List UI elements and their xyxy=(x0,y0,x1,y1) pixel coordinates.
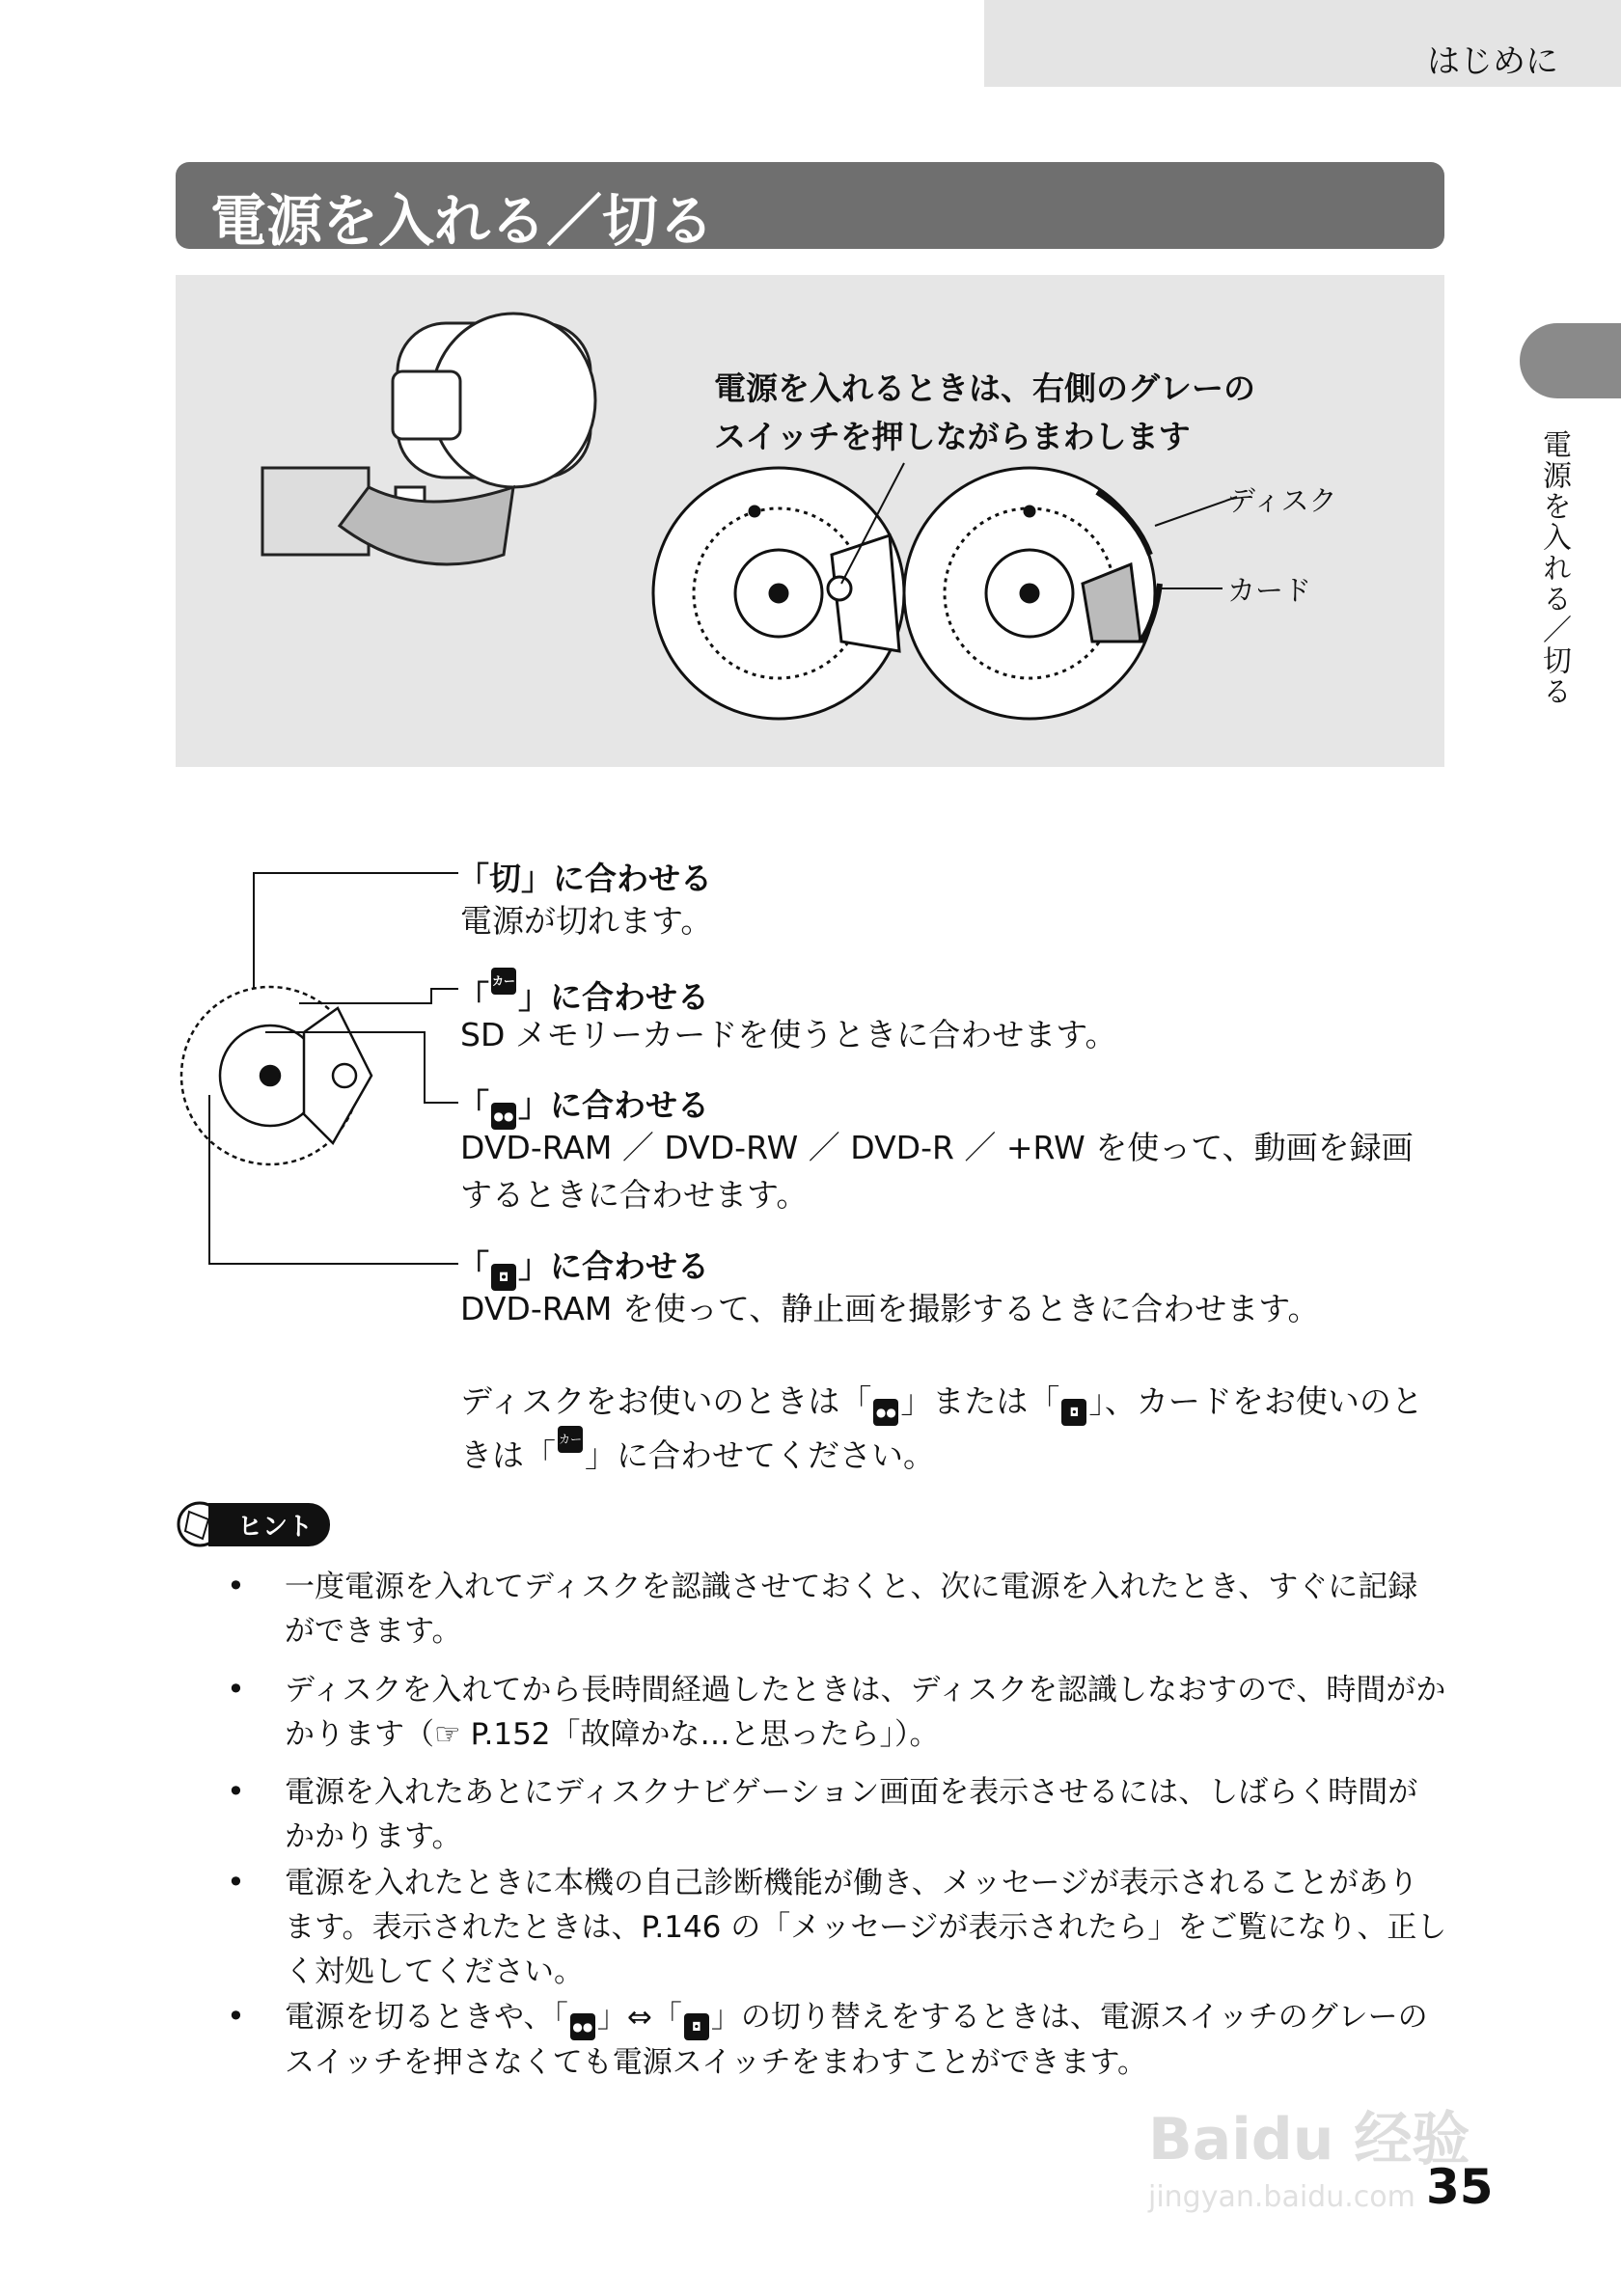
hint-item: 電源を入れたときに本機の自己診断機能が働き、メッセージが表示されることがあります。表示されたときは、P.146 の「メッセージが表示されたら」をご覧になり、正しく対処してください。 xyxy=(285,1866,1447,1989)
side-tab-label: 電源を入れる／切る xyxy=(1537,429,1571,707)
desc-line: するときに合わせます。 xyxy=(460,1176,809,1214)
side-tab xyxy=(1520,323,1621,398)
camcorder-icon xyxy=(262,314,595,564)
mode-photo-desc: DVD-RAM を使って、静止画を撮影するときに合わせます。 xyxy=(460,1290,1320,1327)
hint-item: ディスクを入れてから長時間経過したときは、ディスクを認識しなおすので、時間がかかります（☞ P.152「故障かな…と思ったら」）。 xyxy=(285,1673,1446,1752)
still-camera-icon: ◘ xyxy=(491,1264,516,1291)
label-disc: ディスク xyxy=(1227,484,1337,517)
hint-text: 」⇔「 xyxy=(596,2000,682,2035)
movie-camera-icon: ●● xyxy=(873,1399,898,1426)
label-card: カード xyxy=(1227,574,1312,607)
card-mode-icon: カード xyxy=(558,1426,583,1453)
camcorder-dial-illustration xyxy=(176,275,1444,767)
hint-item xyxy=(285,1995,1447,2085)
dial-after xyxy=(904,468,1160,719)
watermark-url: jingyan.baidu.com xyxy=(1148,2180,1415,2214)
note-text: ディスクをお使いのときは「 xyxy=(460,1382,872,1420)
mode-card-heading: 「 カード 」に合わせる xyxy=(457,968,709,1018)
bullet: • xyxy=(227,1864,245,1900)
still-camera-icon: ◘ xyxy=(684,2013,709,2040)
page-number: 35 xyxy=(1426,2159,1494,2215)
movie-camera-icon: ●● xyxy=(491,1103,516,1130)
callout-text xyxy=(714,365,1255,461)
card-mode-icon: カード xyxy=(491,968,516,995)
figure-panel xyxy=(176,275,1444,767)
bullet: • xyxy=(227,1998,245,2035)
usage-note xyxy=(460,1378,1449,1479)
bullet: • xyxy=(227,1568,245,1604)
hint-label: ヒント xyxy=(208,1503,330,1546)
mode-card-desc: SD メモリーカードを使うときに合わせます。 xyxy=(460,1016,1117,1053)
section-label: はじめに xyxy=(1427,42,1558,81)
heading-text: 」に合わせる xyxy=(518,1086,709,1124)
page-title: 電源を入れる／切る xyxy=(176,162,1444,249)
still-camera-icon: ◘ xyxy=(1061,1399,1086,1426)
mode-movie-desc xyxy=(460,1124,1414,1218)
callout-line-1: 電源を入れるときは、右側のグレーの xyxy=(714,369,1255,407)
dial-before xyxy=(653,468,904,719)
mode-movie-heading: 「 ●● 」に合わせる xyxy=(457,1080,709,1130)
note-text: 」または「 xyxy=(900,1382,1060,1420)
mode-off-desc: 電源が切れます。 xyxy=(460,902,713,940)
heading-text: 」に合わせる xyxy=(518,978,709,1016)
mode-photo-heading: 「 ◘ 」に合わせる xyxy=(457,1242,709,1291)
note-text: きは「 xyxy=(460,1436,556,1474)
hint-item: 電源を入れたあとにディスクナビゲーション画面を表示させるには、しばらく時間がかかります。 xyxy=(285,1775,1418,1854)
section-header xyxy=(984,0,1621,87)
desc-line: DVD-RAM ／ DVD-RW ／ DVD-R ／ +RW を使って、動画を録画 xyxy=(460,1129,1414,1166)
hint-badge xyxy=(176,1500,330,1548)
bullet: • xyxy=(227,1671,245,1708)
note-text: 」、カードをお使いのと xyxy=(1088,1382,1423,1420)
hint-item: 一度電源を入れてディスクを認識させておくと、次に電源を入れたとき、すぐに記録ができます。 xyxy=(285,1570,1418,1649)
movie-camera-icon: ●● xyxy=(570,2013,595,2040)
callout-line-2: スイッチを押しながらまわします xyxy=(714,418,1191,455)
bullet: • xyxy=(227,1773,245,1810)
note-text: 」に合わせてください。 xyxy=(585,1436,935,1474)
mode-off-heading: 「切」に合わせる xyxy=(457,860,712,897)
dial-diagram xyxy=(179,863,458,1269)
hint-text: 電源を切るときや、「 xyxy=(285,2000,568,2035)
heading-text: 」に合わせる xyxy=(518,1247,709,1285)
watermark-logo: Baidu 经验 xyxy=(1148,2106,1470,2173)
hint-text: 」の切り替えをするときは、電源スイッチのグレーのスイッチを押さなくても電源スイッチをまわすことができます。 xyxy=(285,2000,1428,2080)
